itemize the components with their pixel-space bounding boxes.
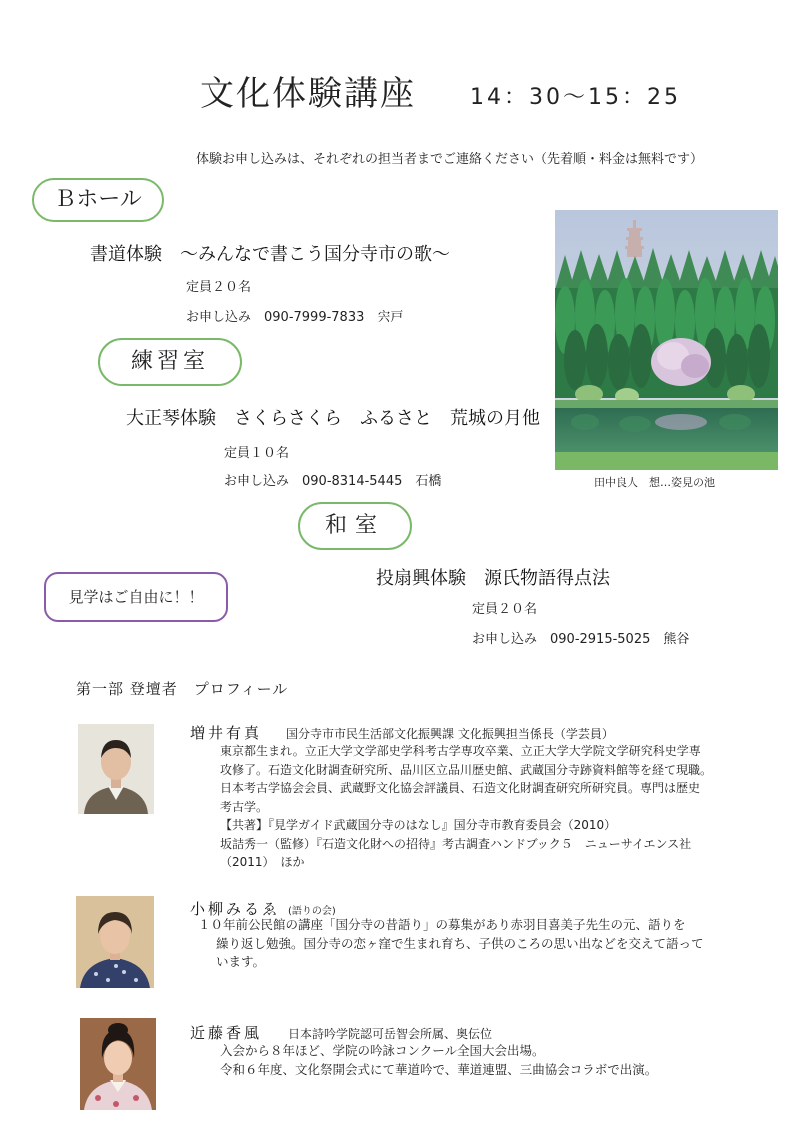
profiles-heading: 第一部 登壇者 プロフィール	[76, 680, 289, 698]
profile-name-masui: 増井有真	[190, 724, 263, 742]
painting-caption: 田中良人 想…姿見の池	[594, 476, 715, 489]
free-visit-box: 見学はご自由に！！	[44, 572, 228, 622]
contact-calligraphy: お申し込み 090-7999-7833 宍戸	[186, 310, 404, 325]
profile-role-masui: 国分寺市市民生活部文化振興課 文化振興担当係長（学芸員）	[286, 727, 614, 741]
avatar-kondo	[80, 1018, 156, 1110]
application-notice: 体験お申し込みは、それぞれの担当者までご連絡ください（先着順・料金は無料です）	[196, 152, 704, 167]
venue-badge-washitsu: 和室	[298, 502, 412, 550]
profile-bio-koyanagi: １０年前公民館の講座「国分寺の昔語り」の募集があり赤羽目喜美子先生の元、語りを 繰り返し勉強。国分寺の恋ヶ窪で生まれ育ち、子供のころの思い出などを交えて語って います。	[198, 917, 704, 969]
capacity-taishogoto: 定員１０名	[224, 446, 290, 461]
program-calligraphy: 書道体験 〜みんなで書こう国分寺市の歌〜	[90, 244, 450, 265]
profile-role-kondo: 日本詩吟学院認可岳智会所属、奥伝位	[288, 1027, 493, 1041]
program-taishogoto: 大正琴体験 さくらさくら ふるさと 荒城の月他	[126, 408, 540, 429]
profile-bio-kondo: 入会から８年ほど、学院の吟詠コンクール全国大会出場。 令和６年度、文化祭開会式にて華道吟で、華道連盟、三曲協会コラボで出演。	[220, 1043, 658, 1077]
profile-bio-masui: 東京都生まれ。立正大学文学部史学科考古学専攻卒業、立正大学大学院文学研究科史学専 攻修了。石造文化財調査研究所、品川区立品川歴史館、武蔵国分寺跡資料館等を経て現職。 日本考古学協会会員、武蔵野文化協会評議員、石造文化財調査研究所研究員。専門は歴史 考古学。 【共著】『見学ガイド武蔵国分寺のはなし』国分寺市教育委員会（2010） 坂詰秀一（監修）『石造文化財への招待』考古調査ハンドブック５ ニューサイエンス社 （2011） ほか	[220, 744, 713, 869]
capacity-tosenkyo: 定員２０名	[472, 602, 538, 617]
profile-role-koyanagi: (語りの会)	[288, 906, 336, 917]
capacity-calligraphy: 定員２０名	[186, 280, 252, 295]
avatar-koyanagi	[76, 896, 154, 988]
avatar-masui	[78, 724, 154, 814]
venue-badge-b-hall: Ｂホール	[32, 178, 164, 222]
profile-name-koyanagi: 小柳みるゑ	[190, 900, 281, 918]
contact-tosenkyo: お申し込み 090-2915-5025 熊谷	[472, 632, 690, 647]
page-title: 文化体験講座	[200, 74, 416, 114]
painting-forest-pond	[555, 210, 778, 470]
program-tosenkyo: 投扇興体験 源氏物語得点法	[376, 568, 610, 589]
venue-badge-practice-room: 練習室	[98, 338, 242, 386]
event-time: 14：30〜15：25	[470, 85, 681, 110]
profile-name-kondo: 近藤香風	[190, 1024, 263, 1042]
contact-taishogoto: お申し込み 090-8314-5445 石橋	[224, 474, 442, 489]
